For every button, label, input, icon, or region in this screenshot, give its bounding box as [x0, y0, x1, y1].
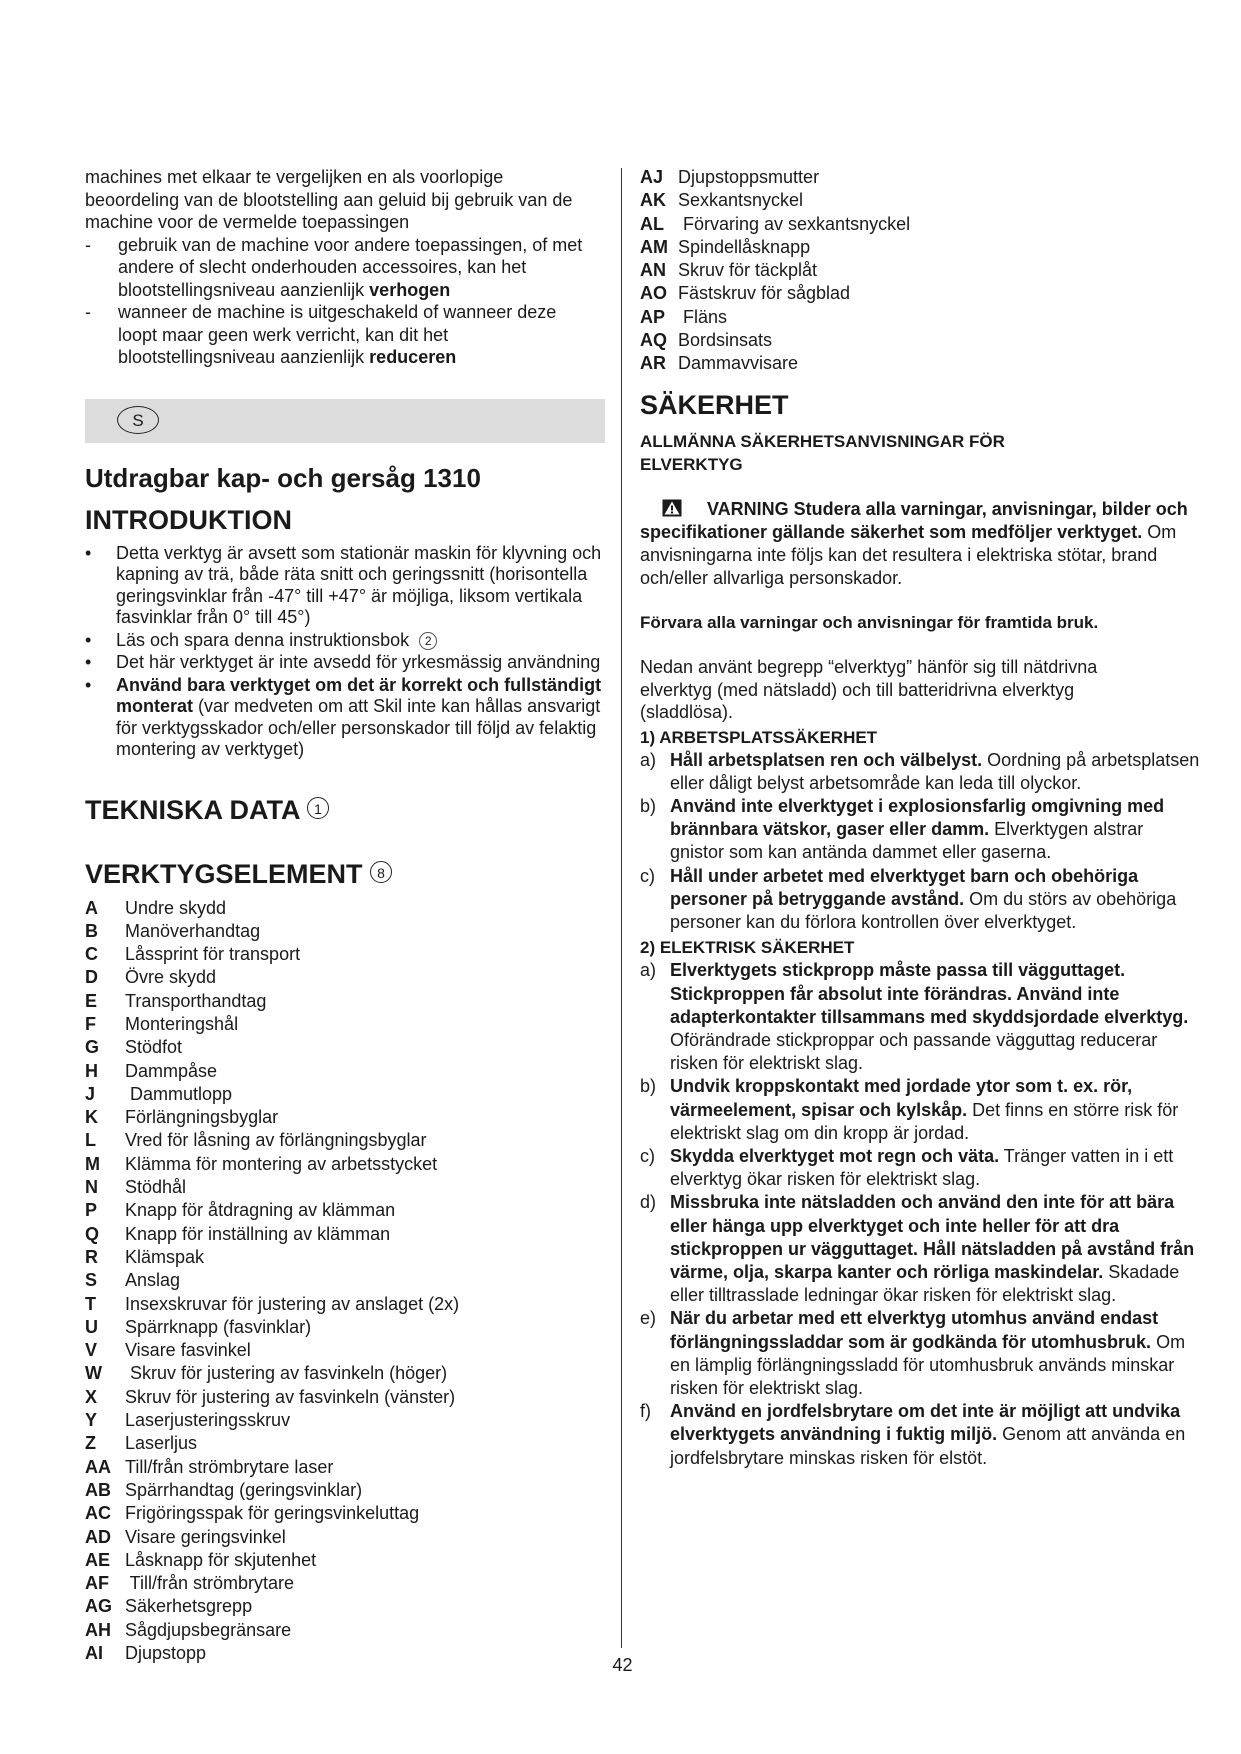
part-code: L	[85, 1130, 96, 1151]
rule-2f-bold: Använd en jordfelsbrytare om det inte är möjligt att undvika elverktygets användning i fuktig miljö.	[670, 1401, 1181, 1445]
part-code: P	[85, 1200, 98, 1221]
part-label: Skruv för täckplåt	[678, 260, 818, 281]
part-code: G	[85, 1037, 100, 1058]
part-label: Fästskruv för sågblad	[678, 283, 851, 304]
rule-1c-label: c)	[640, 865, 655, 886]
part-label: Bordsinsats	[678, 330, 773, 351]
rule-2b	[640, 1075, 1200, 1145]
part-item	[85, 1339, 605, 1362]
rule-2c-rest: Tränger vatten in i ett elverktyg ökar risken för elektriskt slag.	[670, 1145, 1174, 1190]
part-code: U	[85, 1316, 98, 1337]
part-label: Laserljus	[125, 1433, 198, 1454]
part-code: AC	[85, 1503, 111, 1524]
part-code: Y	[85, 1410, 98, 1431]
part-label: Fläns	[678, 306, 728, 327]
figure-ref-1: 1	[307, 797, 329, 819]
warning-icon	[662, 499, 682, 517]
part-code: AD	[85, 1526, 111, 1547]
part-item	[85, 1409, 605, 1432]
part-code: M	[85, 1153, 100, 1174]
intro-heading: INTRODUKTION	[85, 504, 292, 535]
warning-paragraph	[640, 498, 1200, 590]
part-code: AJ	[640, 167, 664, 187]
part-item	[85, 1223, 605, 1246]
language-code-badge: S	[117, 406, 159, 434]
part-label: Låssprint för transport	[125, 944, 301, 965]
part-item	[85, 1176, 605, 1199]
intro-bullet-4-bold: Använd bara verktyget om det är korrekt och fullständigt monterat	[116, 674, 602, 716]
part-code: AO	[640, 283, 667, 304]
rule-2d-rest: Skadade eller tilltrasslade ledningar ökar risken för elektriskt slag.	[670, 1261, 1180, 1306]
intro-bullet-3: • Det här verktyget är inte avsedd för yrkesmässig användning	[85, 652, 605, 674]
part-label: Anslag	[125, 1270, 181, 1291]
tool-elements-heading	[85, 857, 605, 891]
rule-2f-label: f)	[640, 1401, 651, 1422]
part-label: Monteringshål	[125, 1013, 239, 1034]
rule-2d-bold: Missbruka inte nätsladden och använd den inte för att bära eller hänga upp elverktyget och inte heller för att dra stickproppen ur vägguttaget. Håll nätsladden på avstånd från värme, olja, skarpa kanter och rörliga maskindelar.	[670, 1192, 1195, 1282]
part-code: J	[85, 1083, 96, 1104]
keep-notice: Förvara alla varningar och anvisningar för framtida bruk.	[640, 612, 1099, 632]
rule-1c-rest: Om du störs av obehöriga personer kan du förlora kontrollen över elverktyget.	[670, 888, 1177, 933]
part-item	[85, 1013, 605, 1036]
part-item	[640, 213, 1200, 236]
rule-1a	[640, 749, 1200, 795]
part-label: Djupstoppsmutter	[678, 167, 820, 187]
part-item	[85, 1595, 605, 1618]
page-number-text: 42	[612, 1655, 633, 1675]
rule-1c-bold: Håll under arbetet med elverktyget barn och obehöriga personer på betryggande avstånd.	[670, 865, 1139, 909]
part-item	[85, 1316, 605, 1339]
part-label: Låsknapp för skjutenhet	[125, 1549, 317, 1570]
part-code: C	[85, 944, 98, 965]
rule-2b-label: b)	[640, 1076, 657, 1097]
nl-dash2-text: wanneer de machine is uitgeschakeld of wanneer deze loopt maar geen werk verricht, kan dit het blootstellingsniveau aanzienlijk	[118, 302, 557, 367]
part-item	[85, 1549, 605, 1572]
part-code: X	[85, 1386, 98, 1407]
part-code: AG	[85, 1596, 112, 1617]
part-label: Övre skydd	[125, 967, 217, 988]
warning-bold: VARNING Studera alla varningar, anvisningar, bilder och specifikationer gällande säkerhet som medföljer verktyget.	[640, 498, 1188, 542]
part-code: D	[85, 967, 98, 988]
part-item	[85, 1479, 605, 1502]
parts-list-left	[85, 897, 605, 1666]
part-label: Till/från strömbrytare	[125, 1573, 295, 1594]
rule-2e-bold: När du arbetar med ett elverktyg utomhus använd endast förlängningssladdar som är godkända för utomhusbruk.	[670, 1308, 1159, 1352]
part-code: V	[85, 1340, 98, 1361]
part-item	[85, 1456, 605, 1479]
nl-dash1-text: gebruik van de machine voor andere toepassingen, of met andere of slecht onderhouden accessoires, kan het blootstellingsniveau aanzienlijk	[118, 234, 583, 300]
rule-2c-bold: Skydda elverktyget mot regn och väta.	[670, 1145, 1000, 1166]
part-item	[640, 352, 1200, 375]
part-code: A	[85, 897, 98, 918]
product-title: Utdragbar kap- och gersåg 1310	[85, 462, 481, 493]
part-label: Sexkantsnyckel	[678, 190, 804, 211]
part-item	[85, 1432, 605, 1455]
intro-bullet-2	[85, 630, 605, 652]
part-code: AQ	[640, 330, 667, 351]
part-item	[85, 1386, 605, 1409]
part-code: S	[85, 1270, 98, 1291]
tool-elements-heading-text: VERKTYGSELEMENT	[85, 858, 363, 889]
tech-data-heading	[85, 793, 605, 827]
part-item	[85, 897, 605, 920]
intro-bullet-4-rest: (var medveten om att Skil inte kan hållas ansvarigt för verktygsskador och/eller personskador till följd av felaktig montering av verktyget)	[116, 696, 601, 759]
part-label: Dammavvisare	[678, 353, 799, 374]
part-code: AP	[640, 306, 666, 327]
part-label: Insexskruvar för justering av anslaget (2x)	[125, 1293, 460, 1314]
part-code: Q	[85, 1223, 100, 1244]
rule-1a-label: a)	[640, 749, 657, 770]
part-code: Z	[85, 1433, 96, 1454]
part-label: Förlängningsbyglar	[125, 1107, 279, 1128]
part-item	[85, 1153, 605, 1176]
part-item	[85, 1246, 605, 1269]
part-item	[85, 1036, 605, 1059]
part-item	[640, 306, 1200, 329]
figure-ref-2: 2	[419, 632, 437, 650]
nl-intro-text: machines met elkaar te vergelijken en als voorlopige beoordeling van de blootstelling aan geluid bij gebruik van de machine voor de vermelde toepassingen	[85, 167, 573, 232]
part-label: Skruv för justering av fasvinkeln (höger)	[125, 1363, 448, 1384]
rule-2b-bold: Undvik kroppskontakt med jordade ytor som t. ex. rör, värmeelement, spisar och kylskåp.	[670, 1076, 1133, 1120]
part-item	[640, 189, 1200, 212]
part-item	[85, 1060, 605, 1083]
part-code: E	[85, 990, 98, 1011]
rule-2b-rest: Det finns en större risk för elektriskt slag om din kropp är jordad.	[670, 1099, 1179, 1143]
part-item	[85, 966, 605, 989]
rule-1c	[640, 865, 1200, 935]
intro-bullet-1: • Detta verktyg är avsett som stationär maskin för klyvning och kapning av trä, både räta snitt och geringssnitt (horisontella geringsvinklar från -47° till +47° är möjliga, liksom vertikala fasvinklar från 0° till 45°)	[85, 543, 605, 629]
rule-2d-label: d)	[640, 1192, 657, 1213]
part-code: AF	[85, 1573, 109, 1594]
nl-dash1-bold: verhogen	[369, 279, 451, 300]
part-code: AK	[640, 190, 666, 211]
part-code: AB	[85, 1479, 111, 1500]
part-label: Spindellåsknapp	[678, 236, 811, 257]
intro-bullet-4	[85, 675, 605, 761]
part-label: Dammpåse	[125, 1060, 218, 1081]
part-item	[85, 990, 605, 1013]
term-text: Nedan använt begrepp “elverktyg” hänför sig till nätdrivna elverktyg (med nätsladd) och till batteridrivna elverktyg (sladdlösa).	[640, 657, 1098, 723]
rule-1b-label: b)	[640, 796, 657, 817]
intro-bullets	[85, 543, 605, 761]
part-label: Visare fasvinkel	[125, 1340, 251, 1361]
part-item	[85, 1362, 605, 1385]
rule-2e-label: e)	[640, 1308, 657, 1329]
part-label: Säkerhetsgrepp	[125, 1596, 253, 1617]
part-item	[85, 1293, 605, 1316]
rule-2f-rest: Genom att använda en jordfelsbrytare minskas risken för elstöt.	[670, 1424, 1186, 1468]
part-label: Knapp för åtdragning av klämman	[125, 1200, 396, 1221]
part-item	[85, 1502, 605, 1525]
rule-1b-bold: Använd inte elverktyget i explosionsfarlig omgivning med brännbara vätskor, gaser eller damm.	[670, 796, 1165, 840]
right-column	[640, 166, 1200, 1470]
parts-list-right	[640, 166, 1200, 376]
part-item	[85, 1129, 605, 1152]
tech-data-heading-text: TEKNISKA DATA	[85, 794, 300, 825]
part-label: Förvaring av sexkantsnyckel	[678, 213, 911, 234]
part-label: Knapp för inställning av klämman	[125, 1223, 391, 1244]
section-1-heading: 1) ARBETSPLATSSÄKERHET	[640, 727, 878, 747]
nl-dash-item-2	[85, 301, 588, 369]
part-item	[85, 920, 605, 943]
rule-2a	[640, 959, 1200, 1075]
rule-2e-rest: Om en lämplig förlängningssladd för utomhusbruk används minskar risken för elektriskt slag.	[670, 1331, 1186, 1398]
part-label: Klämma för montering av arbetsstycket	[125, 1153, 438, 1174]
part-item	[640, 236, 1200, 259]
part-code: AM	[640, 236, 668, 257]
part-code: F	[85, 1013, 96, 1034]
part-item	[85, 1199, 605, 1222]
part-code: AE	[85, 1549, 111, 1570]
intro-bullet-2-text: Läs och spara denna instruktionsbok	[116, 629, 410, 650]
part-code: AL	[640, 213, 664, 234]
part-label: Transporthandtag	[125, 990, 267, 1011]
rule-1b	[640, 795, 1200, 865]
part-code: AA	[85, 1456, 111, 1477]
part-label: Klämspak	[125, 1246, 205, 1267]
part-item	[85, 943, 605, 966]
language-bar	[85, 399, 605, 443]
rule-1b-rest: Elverktygen alstrar gnistor som kan antända dammet eller gaserna.	[670, 819, 1144, 863]
rule-2f	[640, 1400, 1200, 1470]
rule-2e	[640, 1307, 1200, 1400]
part-code: T	[85, 1293, 96, 1314]
general-safety-heading: ALLMÄNNA SÄKERHETSANVISNINGAR FÖR ELVERKTYG	[640, 431, 1005, 474]
part-label: Visare geringsvinkel	[125, 1526, 286, 1547]
part-item	[85, 1619, 605, 1642]
part-code: W	[85, 1363, 102, 1384]
part-item	[85, 1106, 605, 1129]
part-item	[640, 329, 1200, 352]
rule-2c	[640, 1145, 1200, 1191]
part-label: Stödfot	[125, 1037, 183, 1058]
part-label: Undre skydd	[125, 897, 227, 918]
part-code: AR	[640, 353, 666, 374]
part-label: Laserjusteringsskruv	[125, 1410, 291, 1431]
rule-2a-bold: Elverktygets stickpropp måste passa till vägguttaget. Stickproppen får absolut inte förändras. Använd inte adapterkontakter tillsammans med skyddsjordade elverktyg.	[670, 960, 1189, 1027]
part-item	[640, 166, 1200, 189]
rule-2c-label: c)	[640, 1145, 655, 1166]
warning-rest: Om anvisningarna inte följs kan det resultera i elektriska stötar, brand och/eller allvarliga personskador.	[640, 521, 1177, 588]
part-label: Sågdjupsbegränsare	[125, 1619, 292, 1640]
part-item	[85, 1526, 605, 1549]
safety-heading: SÄKERHET	[640, 389, 789, 420]
part-label: Stödhål	[125, 1177, 187, 1198]
part-code: AN	[640, 260, 666, 281]
part-item	[640, 259, 1200, 282]
nl-dash-item-1	[85, 234, 588, 302]
part-item	[85, 1572, 605, 1595]
part-label: Spärrknapp (fasvinklar)	[125, 1316, 312, 1337]
part-code: B	[85, 920, 98, 941]
part-code: AI	[85, 1643, 103, 1663]
part-label: Dammutlopp	[125, 1083, 233, 1104]
left-column	[85, 166, 605, 1665]
part-label: Vred för låsning av förlängningsbyglar	[125, 1130, 427, 1151]
part-label: Spärrhandtag (geringsvinklar)	[125, 1479, 363, 1500]
rule-1a-rest: Oordning på arbetsplatsen eller dåligt belyst arbetsområde kan leda till olyckor.	[670, 749, 1200, 793]
part-code: H	[85, 1060, 98, 1081]
part-item	[85, 1083, 605, 1106]
part-label: Till/från strömbrytare laser	[125, 1456, 334, 1477]
part-item	[640, 282, 1200, 305]
column-divider	[621, 168, 622, 1648]
section-2-heading: 2) ELEKTRISK SÄKERHET	[640, 938, 855, 958]
part-label: Frigöringsspak för geringsvinkeluttag	[125, 1503, 420, 1524]
rule-2a-rest: Oförändrade stickproppar och passande vägguttag reducerar risken för elektriskt slag.	[670, 1029, 1158, 1074]
part-label: Manöverhandtag	[125, 920, 261, 941]
part-code: R	[85, 1246, 98, 1267]
part-item	[85, 1269, 605, 1292]
rule-1a-bold: Håll arbetsplatsen ren och välbelyst.	[670, 749, 983, 770]
page-number	[0, 1655, 1241, 1676]
rule-2a-label: a)	[640, 960, 657, 981]
part-code: K	[85, 1107, 98, 1128]
part-code: AH	[85, 1619, 111, 1640]
part-label: Skruv för justering av fasvinkeln (vänster)	[125, 1386, 456, 1407]
figure-ref-8: 8	[370, 861, 392, 883]
part-label: Djupstopp	[125, 1643, 207, 1663]
part-code: N	[85, 1177, 98, 1198]
rule-2d	[640, 1191, 1200, 1307]
nl-dash2-bold: reduceren	[369, 347, 457, 367]
